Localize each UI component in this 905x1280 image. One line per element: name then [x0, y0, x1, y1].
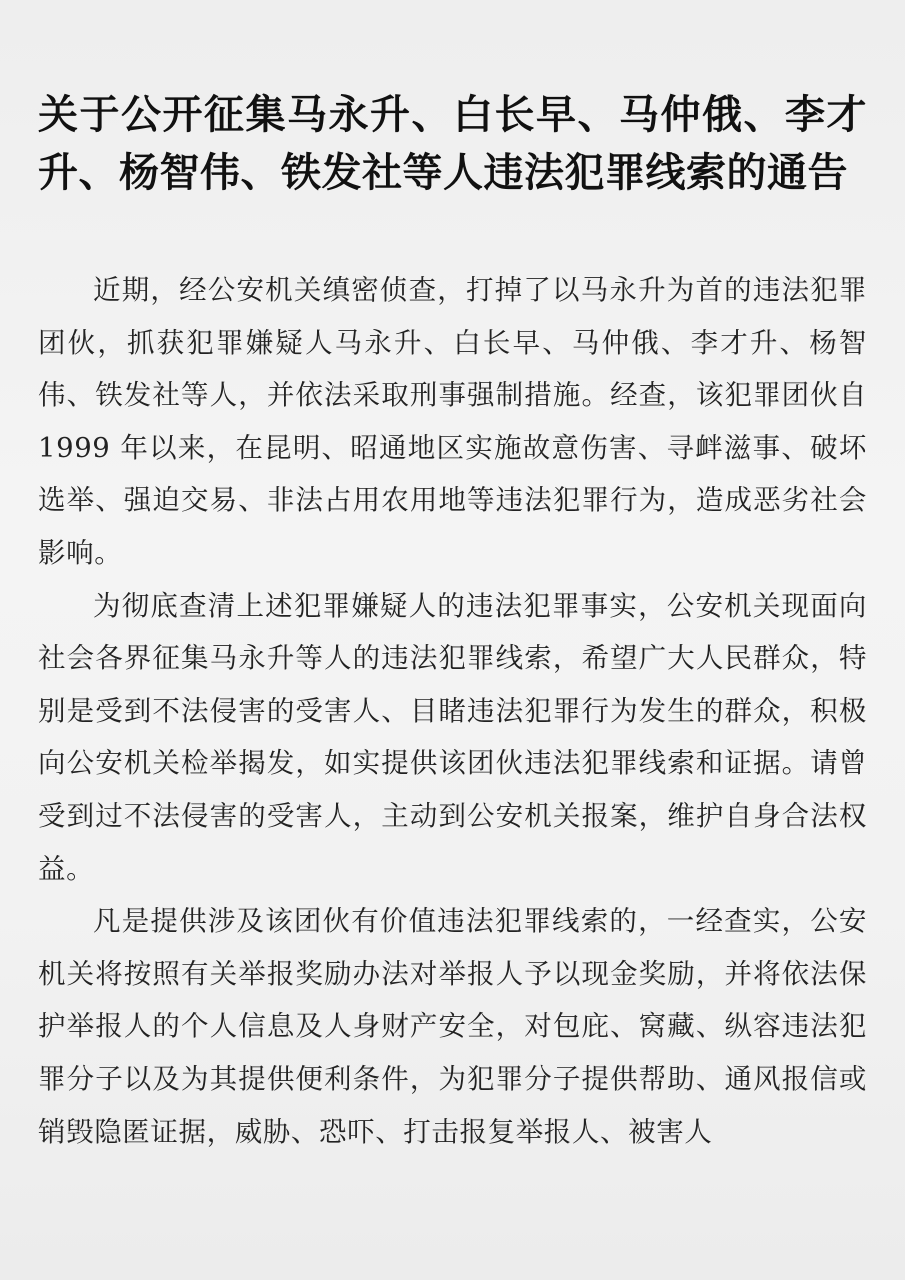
paragraph-reward: 凡是提供涉及该团伙有价值违法犯罪线索的，一经查实，公安机关将按照有关举报奖励办法对举报人予以现金奖励，并将依法保护举报人的个人信息及人身财产安全，对包庇、窝藏、纵容违法犯罪分子以及为其提供便利条件，为犯罪分子提供帮助、通风报信或销毁隐匿证据，威胁、恐吓、打击报复举报人、被害人: [38, 905, 867, 1148]
paragraph-investigation: 近期，经公安机关缜密侦查，打掉了以马永升为首的违法犯罪团伙，抓获犯罪嫌疑人马永升、白长早、马仲俄、李才升、杨智伟、铁发社等人，并依法采取刑事强制措施。经查，该犯罪团伙自 1999 年以来，在昆明、昭通地区实施故意伤害、寻衅滋事、破坏选举、强迫交易、非法占用农用地等违法犯罪行为，造成恶劣社会影响。: [38, 274, 867, 569]
paragraph-call-for-clues: 为彻底查清上述犯罪嫌疑人的违法犯罪事实，公安机关现面向社会各界征集马永升等人的违法犯罪线索，希望广大人民群众，特别是受到不法侵害的受害人、目睹违法犯罪行为发生的群众，积极向公安机关检举揭发，如实提供该团伙违法犯罪线索和证据。请曾受到过不法侵害的受害人，主动到公安机关报案，维护自身合法权益。: [38, 589, 867, 885]
notice-body: [38, 264, 867, 1158]
notice-title: 关于公开征集马永升、白长早、马仲俄、李才升、杨智伟、铁发社等人违法犯罪线索的通告: [38, 92, 867, 196]
